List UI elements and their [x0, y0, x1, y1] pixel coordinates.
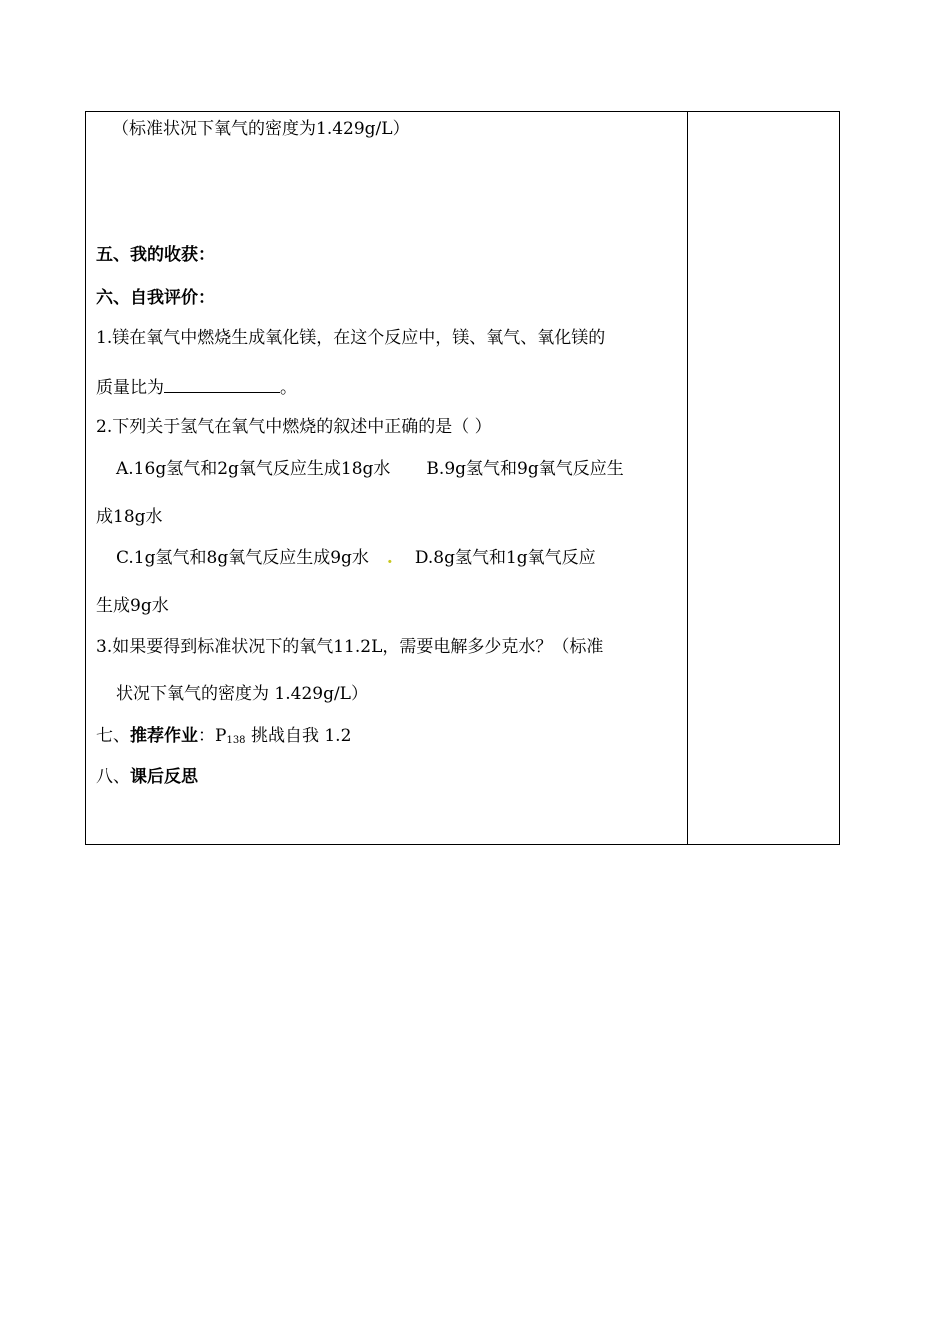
- answer-blank: [164, 374, 280, 393]
- homework-page-prefix: P: [215, 726, 227, 746]
- reflection-line: [96, 765, 198, 789]
- reflection-number: 八、: [96, 767, 130, 787]
- option-d-part-1: D.8g氢气和1g氧气反应: [414, 548, 596, 568]
- notes-column-cell: [688, 112, 839, 844]
- question-1-line-1: 1.镁在氧气中燃烧生成氧化镁，在这个反应中，镁、氧气、氧化镁的: [96, 328, 606, 348]
- worksheet-table: [85, 111, 840, 845]
- homework-heading: 推荐作业: [130, 726, 198, 746]
- homework-colon: ：: [198, 726, 215, 746]
- main-content-cell: [86, 112, 688, 844]
- question-2-stem: 2.下列关于氢气在氧气中燃烧的叙述中正确的是（ ）: [96, 417, 492, 437]
- question-2-options-ab: [116, 457, 624, 481]
- homework-text: 挑战自我 1.2: [245, 726, 352, 746]
- density-note: （标准状况下氧气的密度为1.429g/L）: [112, 119, 410, 139]
- option-b-part-1: B.9g氢气和9g氧气反应生: [426, 459, 624, 479]
- question-1-prefix: 质量比为: [96, 378, 164, 398]
- homework-number: 七、: [96, 726, 130, 746]
- option-d-part-2: 生成9g水: [96, 596, 169, 616]
- option-c: C.1g氢气和8g氧气反应生成9g水: [116, 548, 369, 568]
- self-eval-heading: 六、自我评价：: [96, 288, 215, 308]
- question-3-line-1: 3.如果要得到标准状况下的氧气11.2L，需要电解多少克水？（标准: [96, 637, 604, 657]
- question-2-options-cd: [116, 546, 596, 570]
- option-b-part-2: 成18g水: [96, 507, 163, 527]
- option-a: A.16g氢气和2g氧气反应生成18g水: [116, 459, 391, 479]
- homework-line: [96, 724, 351, 753]
- question-3-line-2: 状况下氧气的密度为 1.429g/L）: [116, 684, 368, 704]
- question-1-suffix: 。: [280, 378, 297, 398]
- harvest-heading: 五、我的收获：: [96, 245, 215, 265]
- reflection-heading: 课后反思: [130, 767, 198, 787]
- homework-page-number: 138: [226, 735, 246, 746]
- dot-mark: .: [386, 548, 393, 568]
- question-1-line-2: [96, 374, 297, 400]
